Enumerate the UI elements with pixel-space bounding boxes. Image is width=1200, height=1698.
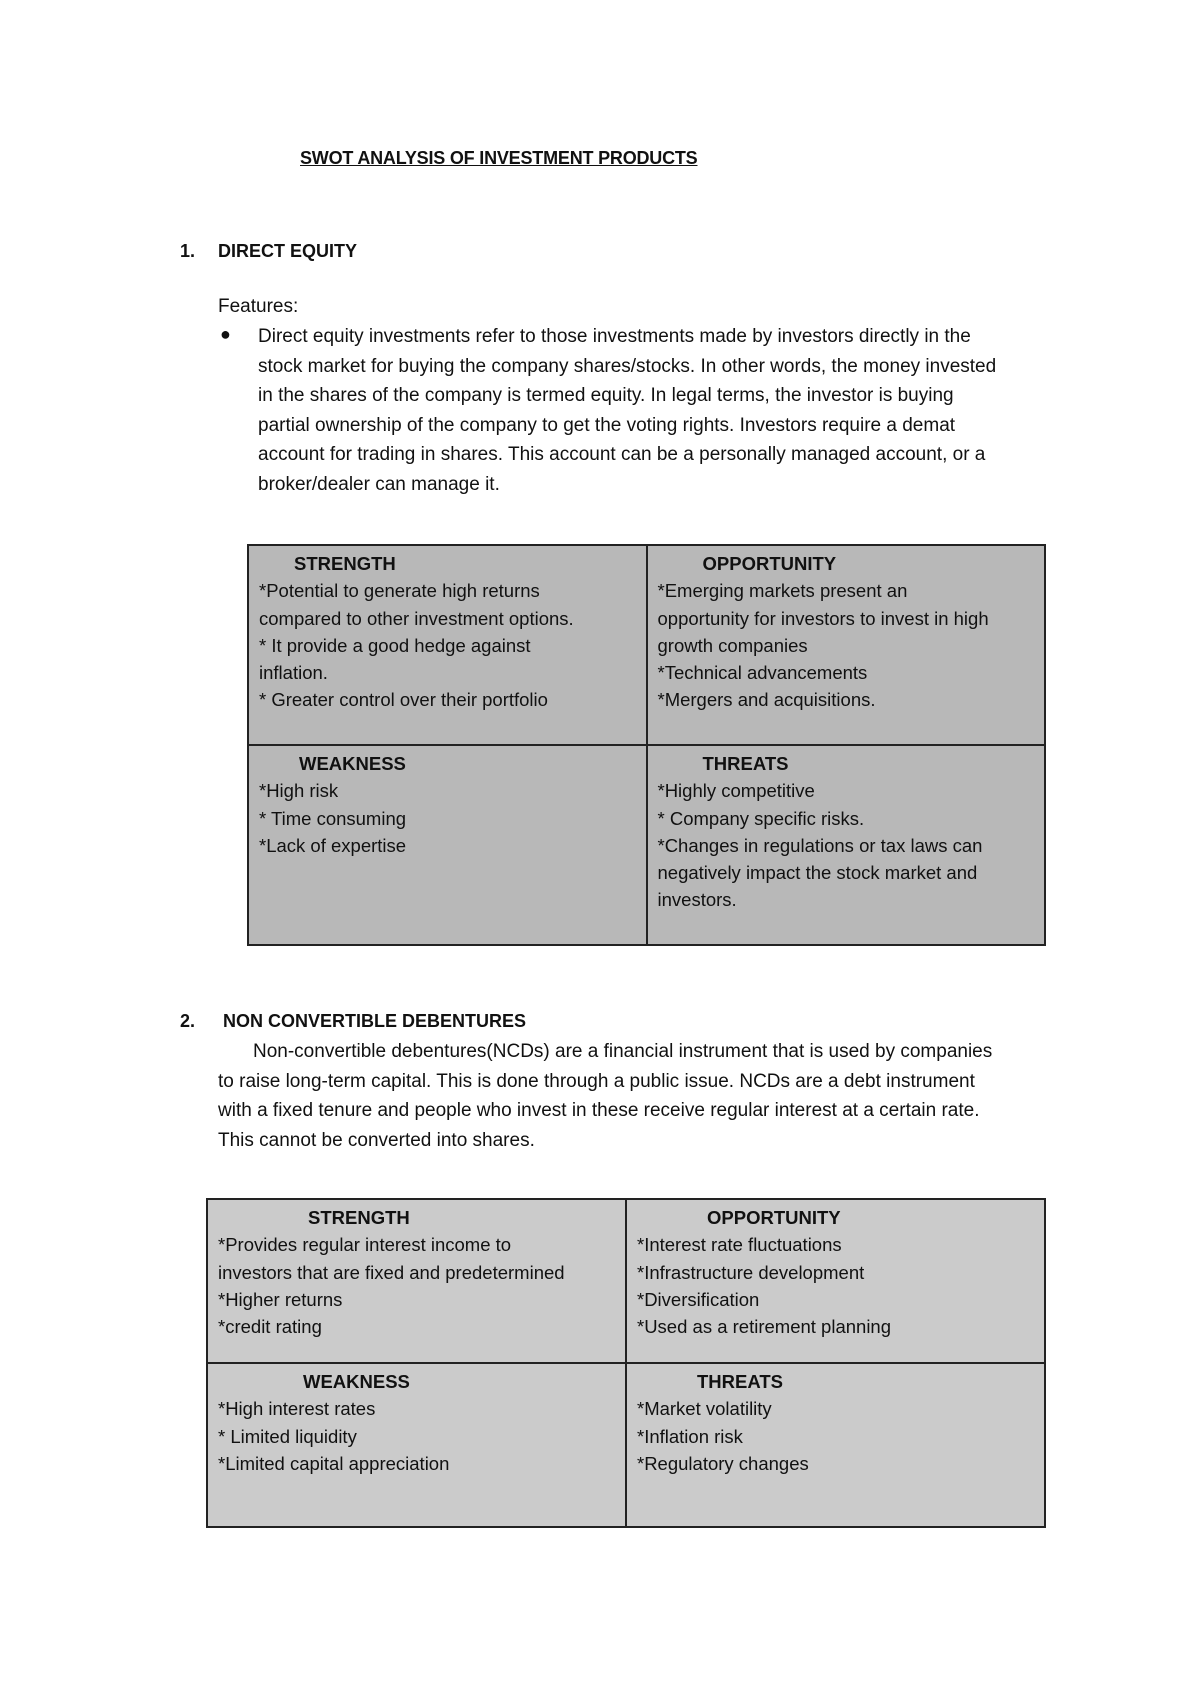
cell-line: *High risk xyxy=(259,780,339,802)
strength-cell xyxy=(248,545,647,745)
opportunity-title: OPPORTUNITY xyxy=(702,553,837,574)
cell-line: * Time consuming xyxy=(259,807,407,829)
strength-title: STRENGTH xyxy=(308,1207,410,1228)
section-2-paragraph xyxy=(218,1037,992,1155)
cell-line: compared to other investment options. xyxy=(259,607,574,629)
cell-line: opportunity for investors to invest in high xyxy=(657,607,989,629)
weakness-title: WEAKNESS xyxy=(299,753,406,774)
cell-line: *Highly competitive xyxy=(657,780,815,802)
bullet-line: in the shares of the company is termed equity. In legal terms, the investor is buying xyxy=(258,385,954,406)
threats-cell xyxy=(626,1363,1045,1527)
opportunity-cell xyxy=(626,1199,1045,1363)
threats-title: THREATS xyxy=(697,1371,783,1392)
cell-line: * Limited liquidity xyxy=(218,1425,357,1447)
cell-line: *Diversification xyxy=(637,1288,760,1310)
bullet-line: partial ownership of the company to get the voting rights. Investors require a demat xyxy=(258,414,956,436)
cell-line: *High interest rates xyxy=(218,1398,376,1420)
cell-line: *Regulatory changes xyxy=(637,1452,809,1474)
bullet-line: account for trading in shares. This account can be a personally managed account, or a xyxy=(258,444,986,465)
cell-line: investors that are fixed and predetermined xyxy=(218,1261,565,1283)
section-1-heading xyxy=(180,241,357,262)
cell-line: inflation. xyxy=(259,662,328,684)
section-2-heading xyxy=(180,1011,526,1032)
para-line: This cannot be converted into shares. xyxy=(218,1129,535,1151)
threats-title: THREATS xyxy=(702,753,789,774)
weakness-cell xyxy=(248,745,647,945)
cell-line: * It provide a good hedge against xyxy=(259,634,531,656)
bullet-icon: ● xyxy=(220,324,231,344)
cell-line: *Potential to generate high returns xyxy=(259,580,540,602)
cell-line: growth companies xyxy=(657,634,808,656)
cell-line: *credit rating xyxy=(218,1316,322,1338)
para-line: with a fixed tenure and people who invest in these receive regular interest at a certain rate. xyxy=(218,1100,980,1121)
strength-title: STRENGTH xyxy=(294,553,396,574)
weakness-title: WEAKNESS xyxy=(303,1371,410,1392)
cell-line: investors. xyxy=(657,889,737,911)
cell-line: *Infrastructure development xyxy=(637,1261,865,1283)
bullet-line: Direct equity investments refer to those investments made by investors directly in the xyxy=(258,326,971,347)
section-1-bullet-text xyxy=(258,322,996,499)
cell-line: *Mergers and acquisitions. xyxy=(657,689,876,711)
cell-line: negatively impact the stock market and xyxy=(657,862,978,884)
para-line: Non-convertible debentures(NCDs) are a financial instrument that is used by companies xyxy=(253,1041,993,1062)
cell-line: * Company specific risks. xyxy=(657,807,865,829)
cell-line: *Provides regular interest income to xyxy=(218,1234,512,1256)
cell-line: *Used as a retirement planning xyxy=(637,1316,892,1338)
bullet-line: broker/dealer can manage it. xyxy=(258,473,500,495)
section-2-title: NON CONVERTIBLE DEBENTURES xyxy=(223,1011,527,1031)
threats-cell xyxy=(647,745,1046,945)
para-line: to raise long-term capital. This is done through a public issue. NCDs are a debt instrument xyxy=(218,1070,975,1092)
opportunity-cell xyxy=(647,545,1046,745)
bullet-line: stock market for buying the company shares/stocks. In other words, the money invested xyxy=(258,355,997,377)
cell-line: *Emerging markets present an xyxy=(657,580,908,602)
cell-line: *Changes in regulations or tax laws can xyxy=(657,834,983,856)
swot-table-ncd xyxy=(206,1198,1046,1528)
section-1-number: 1. xyxy=(180,241,196,261)
swot-table-direct-equity xyxy=(247,544,1046,946)
features-label: Features: xyxy=(218,296,299,317)
cell-line: *Inflation risk xyxy=(637,1425,743,1447)
cell-line: * Greater control over their portfolio xyxy=(259,689,548,711)
opportunity-title: OPPORTUNITY xyxy=(707,1207,841,1228)
cell-line: *Lack of expertise xyxy=(259,834,407,856)
document-title: SWOT ANALYSIS OF INVESTMENT PRODUCTS xyxy=(300,148,698,168)
section-1-title: DIRECT EQUITY xyxy=(218,241,358,261)
section-2-number: 2. xyxy=(180,1011,196,1031)
cell-line: *Technical advancements xyxy=(657,662,868,684)
cell-line: *Market volatility xyxy=(637,1398,772,1420)
weakness-cell xyxy=(207,1363,626,1527)
strength-cell xyxy=(207,1199,626,1363)
cell-line: *Higher returns xyxy=(218,1288,343,1310)
cell-line: *Interest rate fluctuations xyxy=(637,1234,842,1256)
cell-line: *Limited capital appreciation xyxy=(218,1452,450,1474)
